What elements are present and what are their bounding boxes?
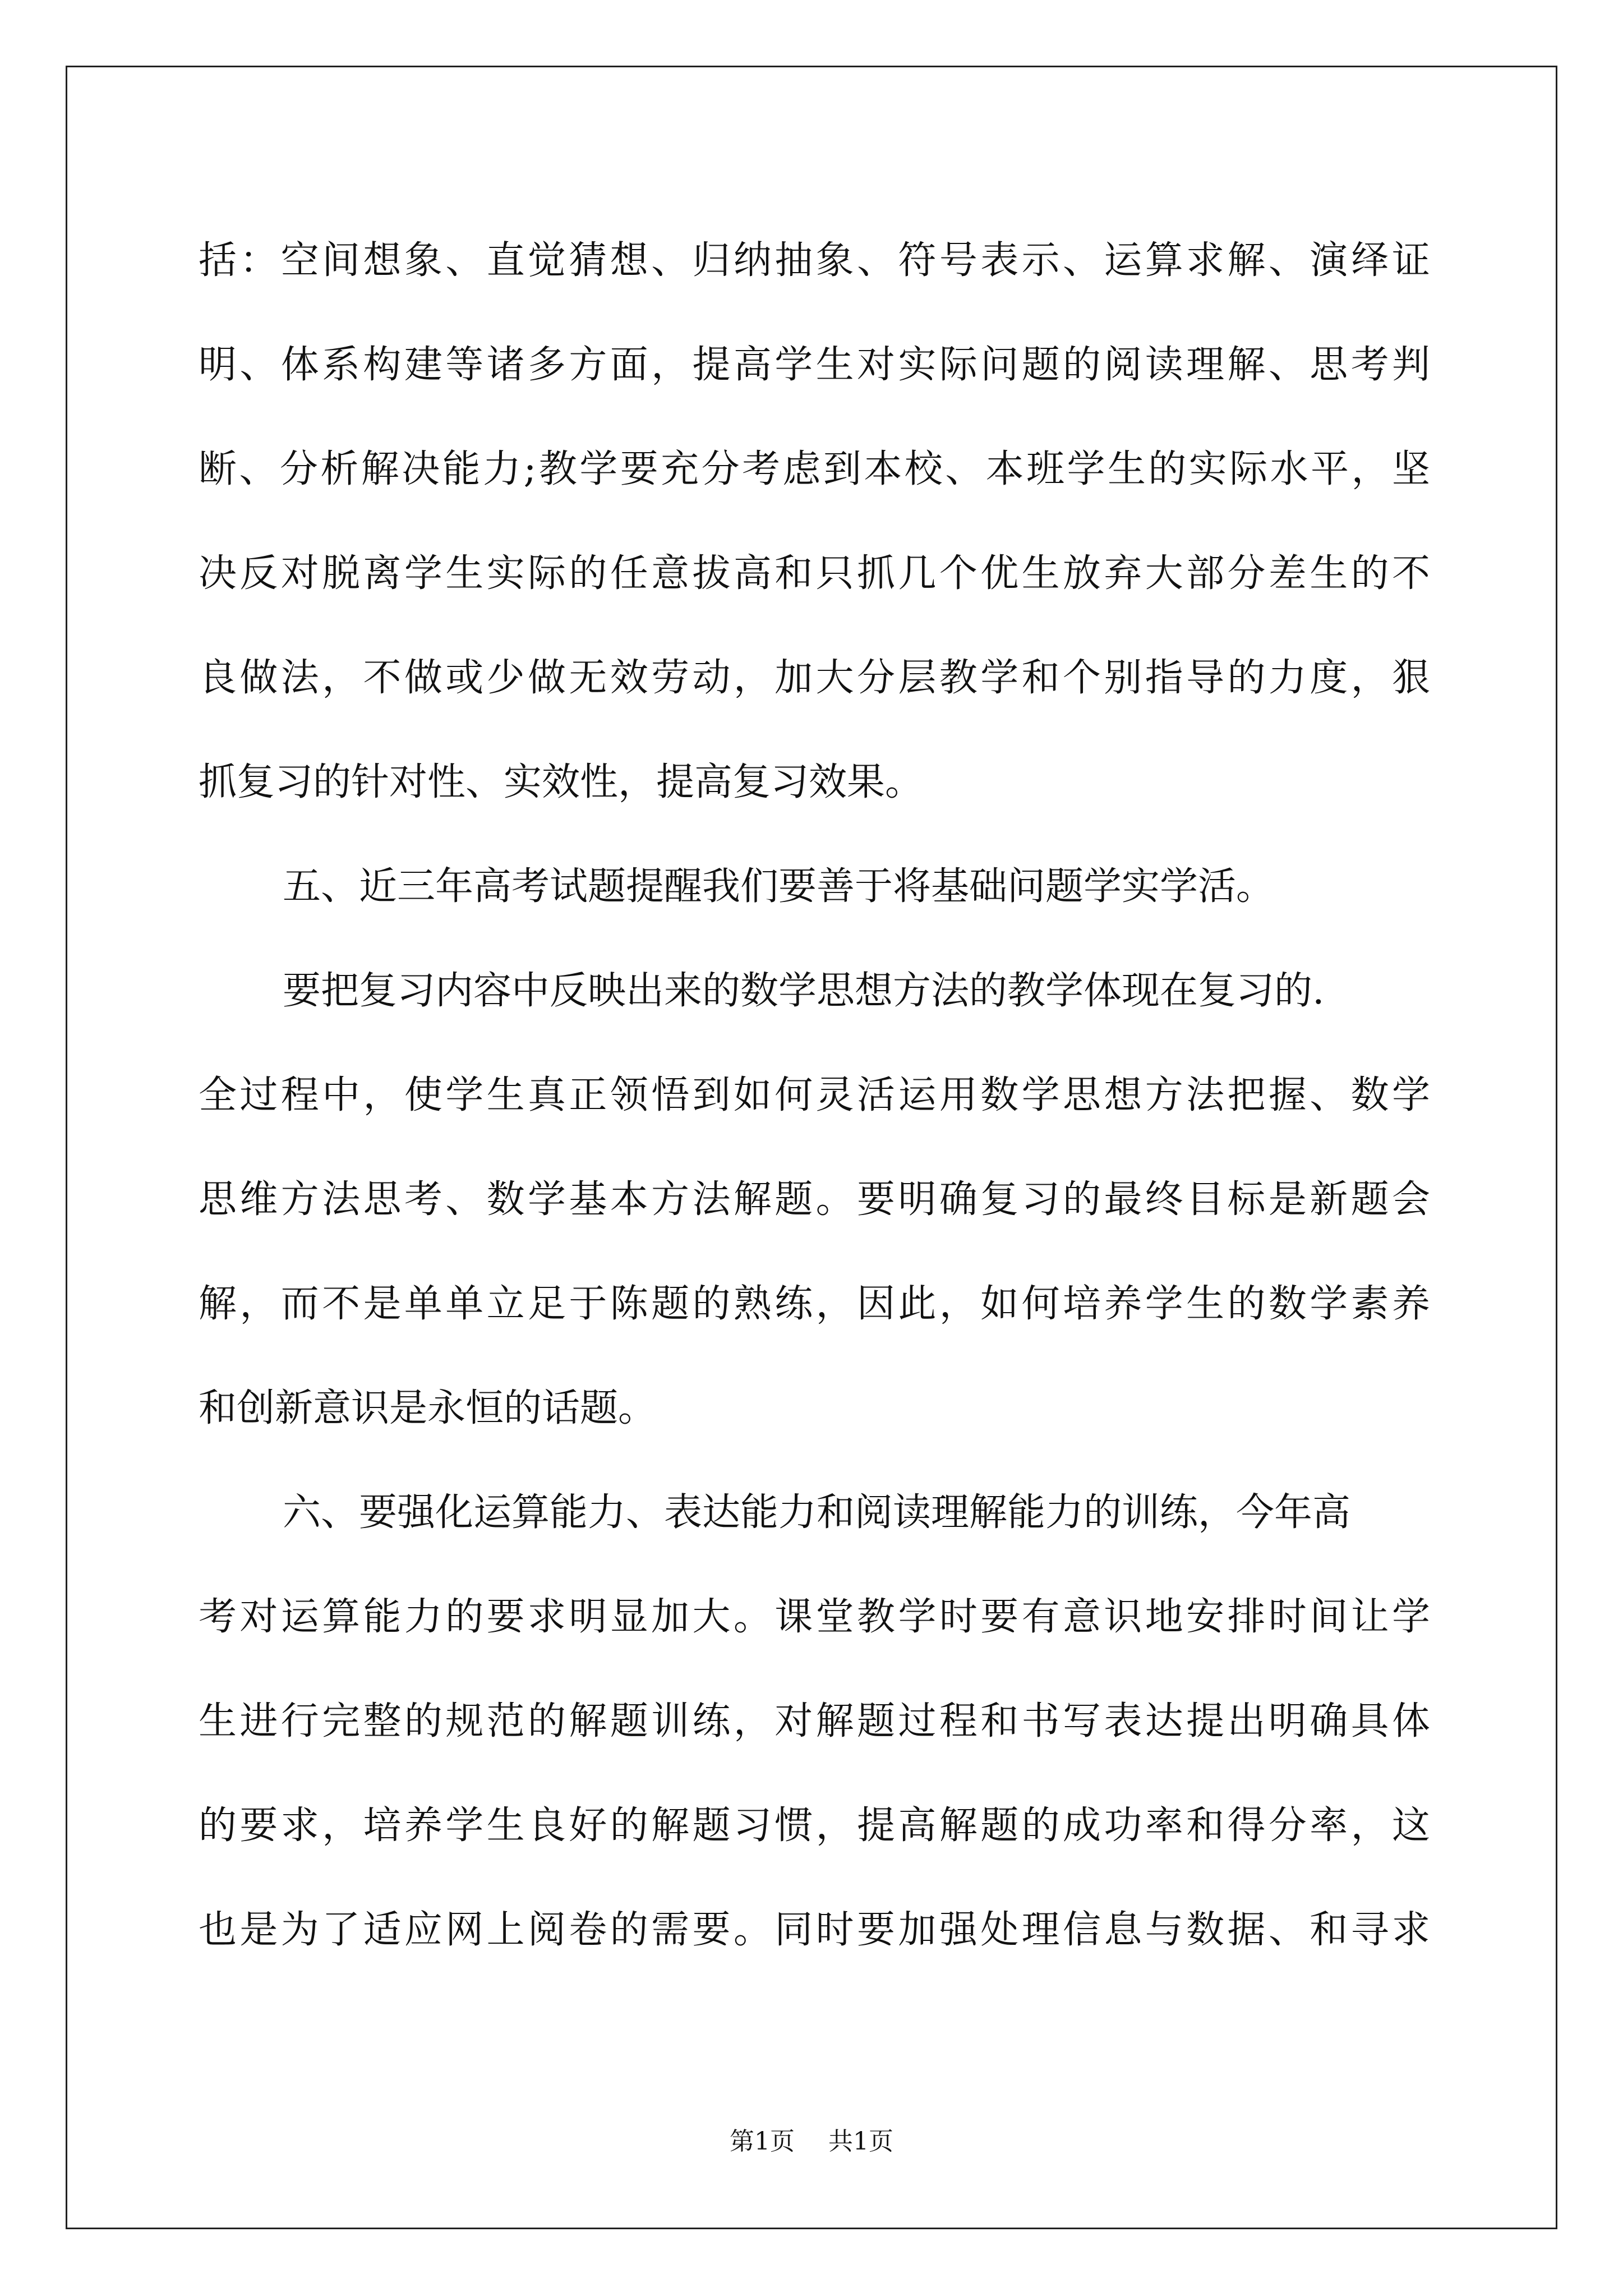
text-line: 断、分析解决能力;教学要充分考虑到本校、本班学生的实际水平，坚	[199, 447, 1430, 491]
page-number: 第1页	[730, 2127, 795, 2156]
text-line: 解，而不是单单立足于陈题的熟练，因此，如何培养学生的数学素养	[199, 1282, 1430, 1326]
text-line: 全过程中，使学生真正领悟到如何灵活运用数学思想方法把握、数学	[199, 1073, 1430, 1117]
text-line: 思维方法思考、数学基本方法解题。要明确复习的最终目标是新题会	[199, 1177, 1430, 1222]
text-line: 括：空间想象、直觉猜想、归纳抽象、符号表示、运算求解、演绎证	[199, 238, 1430, 283]
text-line: 抓复习的针对性、实效性，提高复习效果。	[199, 760, 924, 804]
text-line: 考对运算能力的要求明显加大。课堂教学时要有意识地安排时间让学	[199, 1595, 1430, 1639]
section-heading: 六、要强化运算能力、表达能力和阅读理解能力的训练，今年高	[283, 1490, 1351, 1535]
text-line: 也是为了适应网上阅卷的需要。同时要加强处理信息与数据、和寻求	[199, 1908, 1430, 1952]
text-line: 决反对脱离学生实际的任意拔高和只抓几个优生放弃大部分差生的不	[199, 551, 1430, 596]
page-footer	[0, 2125, 1623, 2159]
text-line: 要把复习内容中反映出来的数学思想方法的教学体现在复习的.	[283, 969, 1325, 1013]
document-body	[199, 209, 1430, 1982]
text-line: 明、体系构建等诸多方面，提高学生对实际问题的阅读理解、思考判	[199, 343, 1430, 387]
text-line: 的要求，培养学生良好的解题习惯，提高解题的成功率和得分率，这	[199, 1803, 1430, 1848]
text-line: 良做法，不做或少做无效劳动，加大分层教学和个别指导的力度，狠	[199, 656, 1430, 700]
text-line: 生进行完整的规范的解题训练，对解题过程和书写表达提出明确具体	[199, 1699, 1430, 1743]
text-line: 和创新意识是永恒的话题。	[199, 1386, 657, 1430]
section-heading: 五、近三年高考试题提醒我们要善于将基础问题学实学活。	[283, 864, 1275, 909]
page-total: 共1页	[828, 2127, 893, 2156]
